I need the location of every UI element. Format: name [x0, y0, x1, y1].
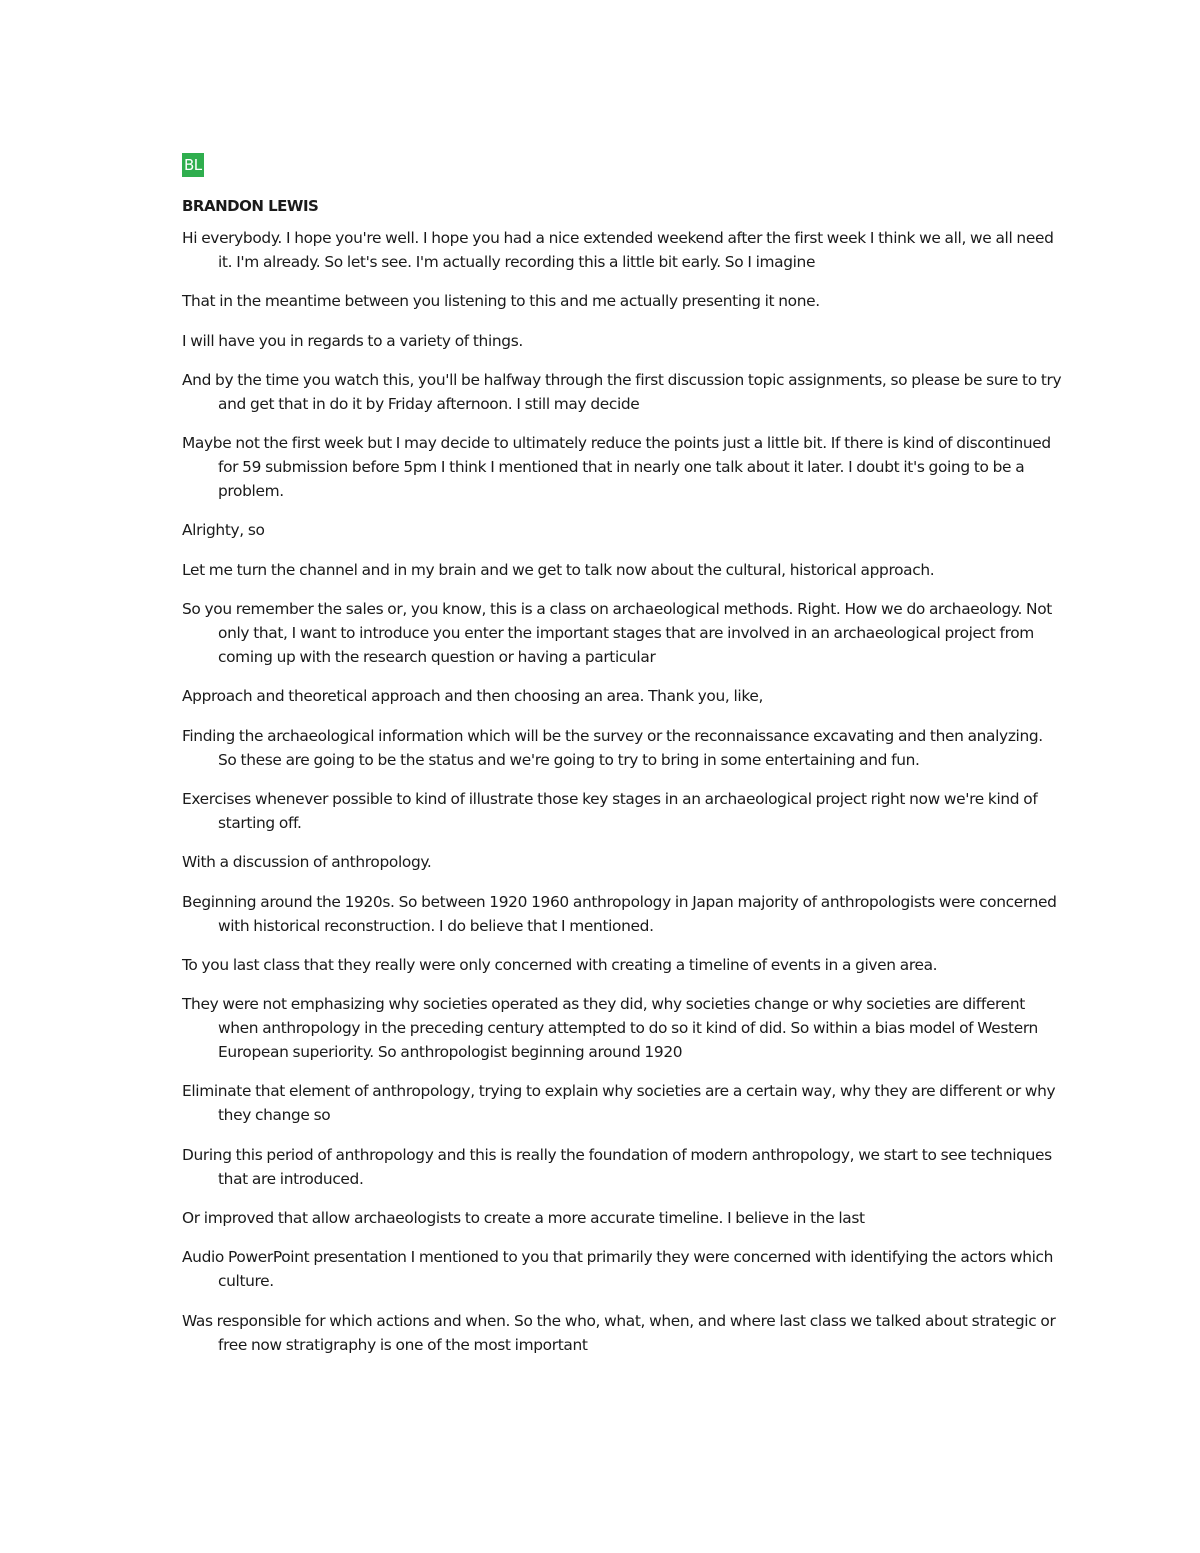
- transcript-paragraph: Beginning around the 1920s. So between 1920 1960 anthropology in Japan majority of anthropologists were concerned with historical reconstruction. I do believe that I mentioned.: [182, 892, 1057, 935]
- transcript-paragraph: With a discussion of anthropology.: [182, 853, 432, 872]
- transcript-paragraph: Was responsible for which actions and when. So the who, what, when, and where last class we talked about strategic or free now stratigraphy is one of the most important: [182, 1311, 1056, 1354]
- transcript-paragraph: Eliminate that element of anthropology, trying to explain why societies are a certain way, why they are different or why they change so: [182, 1082, 1056, 1125]
- transcript-paragraph: Approach and theoretical approach and then choosing an area. Thank you, like,: [182, 687, 764, 706]
- transcript-paragraph: They were not emphasizing why societies operated as they did, why societies change or why societies are different when anthropology in the preceding century attempted to do so it kind of did. So within a bias model of Western European superiority. So anthropologist beginning around 1920: [182, 995, 1038, 1062]
- transcript-paragraph: And by the time you watch this, you'll be halfway through the first discussion topic assignments, so please be sure to try and get that in do it by Friday afternoon. I still may decide: [182, 370, 1062, 413]
- speaker-name: BRANDON LEWIS: [182, 197, 319, 215]
- transcript-body: [182, 226, 1062, 1357]
- transcript-paragraph: Or improved that allow archaeologists to create a more accurate timeline. I believe in the last: [182, 1209, 865, 1228]
- transcript-paragraph: Maybe not the first week but I may decide to ultimately reduce the points just a little bit. If there is kind of discontinued for 59 submission before 5pm I think I mentioned that in nearly one talk about it later. I doubt it's going to be a problem.: [182, 434, 1051, 501]
- transcript-page: [182, 153, 1062, 1372]
- transcript-paragraph: So you remember the sales or, you know, this is a class on archaeological methods. Right. How we do archaeology. Not only that, I want to introduce you enter the important stages that are involved in an archaeological project from coming up with the research question or having a particular: [182, 600, 1052, 667]
- transcript-paragraph: Let me turn the channel and in my brain and we get to talk now about the cultural, historical approach.: [182, 560, 935, 579]
- transcript-paragraph: Audio PowerPoint presentation I mentioned to you that primarily they were concerned with identifying the actors which culture.: [182, 1248, 1054, 1291]
- transcript-paragraph: Alrighty, so: [182, 521, 265, 540]
- transcript-paragraph: Exercises whenever possible to kind of illustrate those key stages in an archaeological project right now we're kind of starting off.: [182, 789, 1038, 832]
- transcript-paragraph: During this period of anthropology and this is really the foundation of modern anthropology, we start to see techniques that are introduced.: [182, 1145, 1052, 1188]
- speaker-avatar: BL: [182, 153, 204, 177]
- transcript-paragraph: That in the meantime between you listening to this and me actually presenting it none.: [182, 292, 820, 311]
- transcript-paragraph: Hi everybody. I hope you're well. I hope you had a nice extended weekend after the first week I think we all, we all need it. I'm already. So let's see. I'm actually recording this a little bit early. So I imagine: [182, 229, 1054, 271]
- transcript-paragraph: I will have you in regards to a variety of things.: [182, 331, 523, 350]
- transcript-paragraph: To you last class that they really were only concerned with creating a timeline of events in a given area.: [182, 955, 938, 974]
- transcript-paragraph: Finding the archaeological information which will be the survey or the reconnaissance excavating and then analyzing. So these are going to be the status and we're going to try to bring in some entertaining and fun.: [182, 726, 1043, 769]
